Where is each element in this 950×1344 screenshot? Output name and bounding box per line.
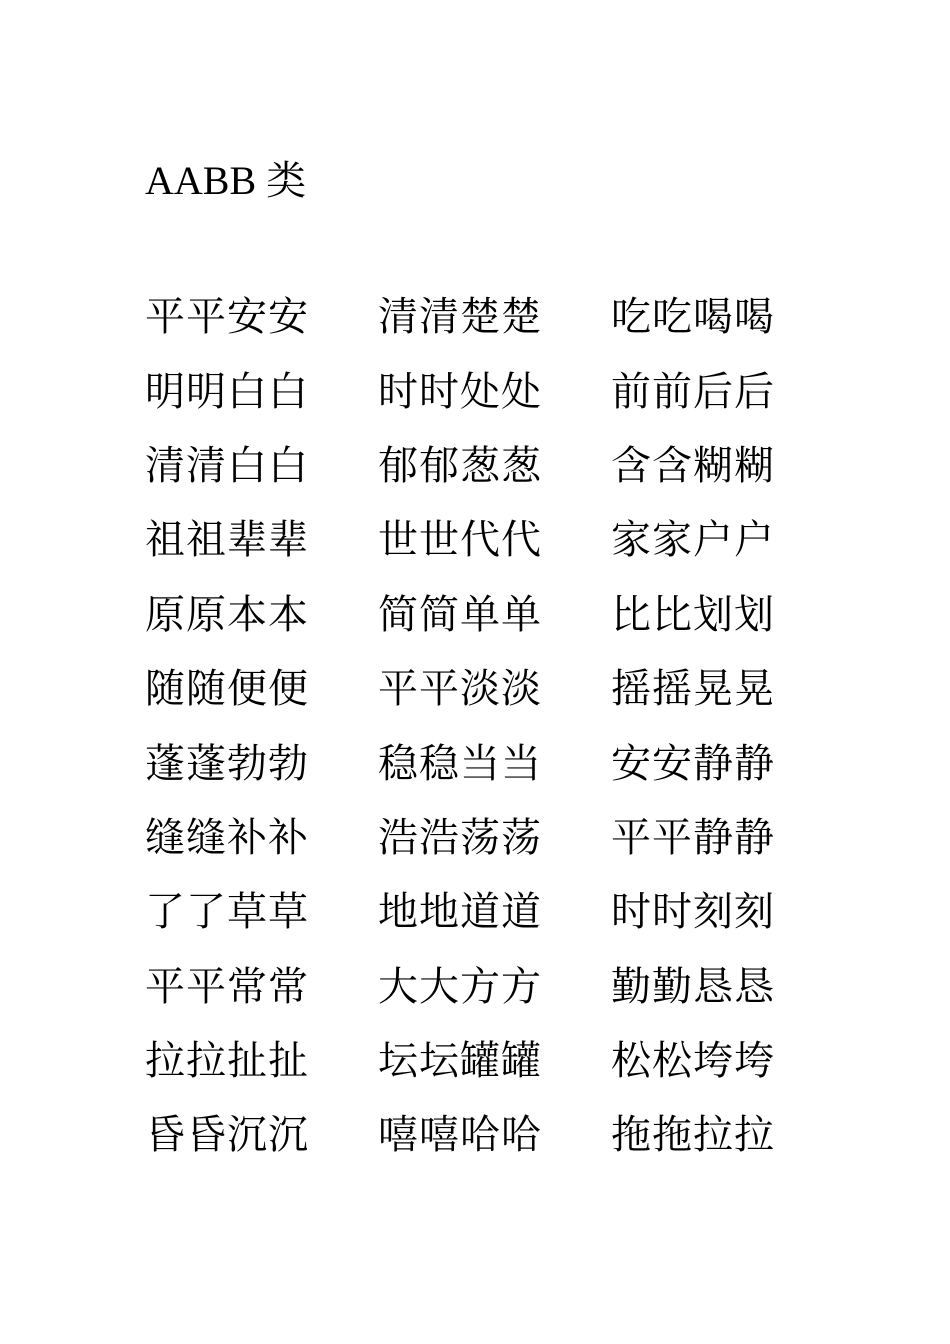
word-cell: 时时刻刻	[611, 889, 775, 936]
word-row	[145, 1024, 845, 1098]
word-row	[145, 652, 845, 726]
word-cell: 时时处处	[378, 368, 542, 415]
word-cell: 平平安安	[145, 294, 309, 341]
word-cell: 明明白白	[145, 368, 309, 415]
word-row	[145, 875, 845, 949]
word-cell: 吃吃喝喝	[611, 294, 775, 341]
word-cell: 郁郁葱葱	[378, 442, 542, 489]
word-cell: 了了草草	[145, 889, 309, 936]
word-cell: 地地道道	[378, 889, 542, 936]
word-row	[145, 429, 845, 503]
word-row	[145, 950, 845, 1024]
word-cell: 清清白白	[145, 442, 309, 489]
word-row	[145, 801, 845, 875]
word-row	[145, 1098, 845, 1172]
word-cell: 拖拖拉拉	[611, 1112, 775, 1159]
word-cell: 清清楚楚	[378, 294, 542, 341]
word-cell: 稳稳当当	[378, 740, 542, 787]
word-cell: 浩浩荡荡	[378, 814, 542, 861]
word-row	[145, 503, 845, 577]
word-cell: 平平常常	[145, 963, 309, 1010]
word-cell: 蓬蓬勃勃	[145, 740, 309, 787]
word-cell: 家家户户	[611, 517, 775, 564]
word-cell: 比比划划	[611, 591, 775, 638]
word-cell: 坛坛罐罐	[378, 1038, 542, 1085]
word-cell: 前前后后	[611, 368, 775, 415]
word-cell: 松松垮垮	[611, 1038, 775, 1085]
word-row	[145, 280, 845, 354]
word-cell: 缝缝补补	[145, 814, 309, 861]
page-title: AABB 类	[145, 158, 307, 203]
word-cell: 含含糊糊	[611, 442, 775, 489]
word-cell: 原原本本	[145, 591, 309, 638]
word-cell: 世世代代	[378, 517, 542, 564]
word-row	[145, 726, 845, 800]
word-cell: 平平淡淡	[378, 666, 542, 713]
word-cell: 大大方方	[378, 963, 542, 1010]
word-cell: 随随便便	[145, 666, 309, 713]
word-cell: 简简单单	[378, 591, 542, 638]
word-grid	[145, 280, 845, 1173]
word-cell: 嘻嘻哈哈	[378, 1112, 542, 1159]
word-cell: 摇摇晃晃	[611, 666, 775, 713]
word-cell: 祖祖辈辈	[145, 517, 309, 564]
word-row	[145, 354, 845, 428]
word-cell: 平平静静	[611, 814, 775, 861]
word-cell: 安安静静	[611, 740, 775, 787]
word-cell: 勤勤恳恳	[611, 963, 775, 1010]
word-cell: 昏昏沉沉	[145, 1112, 309, 1159]
word-cell: 拉拉扯扯	[145, 1038, 309, 1085]
word-row	[145, 578, 845, 652]
